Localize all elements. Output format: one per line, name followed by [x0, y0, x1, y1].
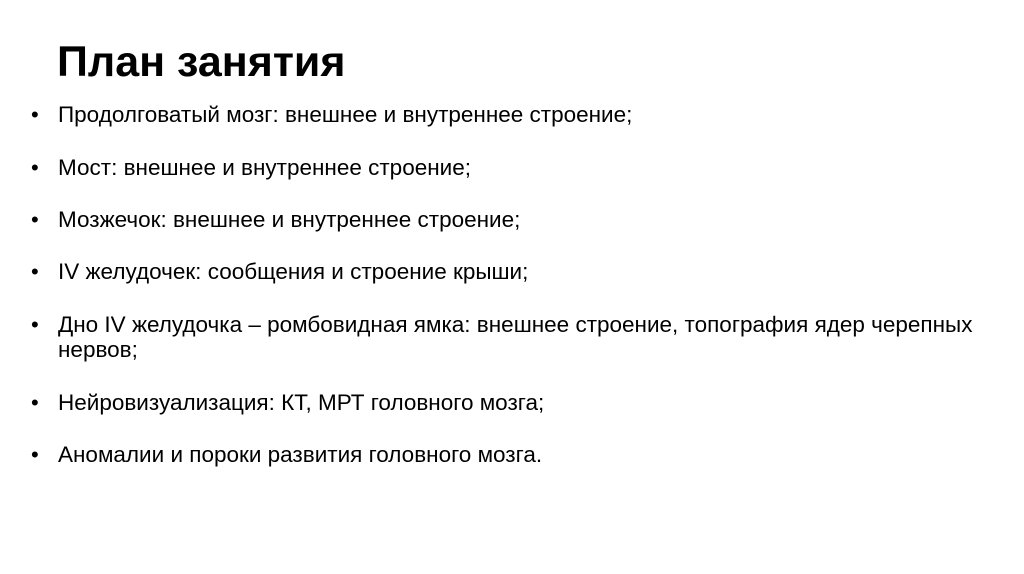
bullet-item: [31, 312, 991, 362]
bullet-item: [31, 102, 991, 127]
bullet-dot-icon: •: [31, 312, 39, 337]
bullet-dot-icon: •: [31, 442, 39, 467]
bullet-dot-icon: •: [31, 259, 39, 284]
bullet-item: [31, 155, 991, 180]
bullet-text: Мост: внешнее и внутреннее строение;: [58, 155, 471, 180]
bullet-text: Мозжечок: внешнее и внутреннее строение;: [58, 207, 521, 232]
bullet-text: Дно IV желудочка – ромбовидная ямка: внешнее строение, топография ядер черепных нервов;: [58, 312, 973, 362]
bullet-item: [31, 259, 991, 284]
bullet-dot-icon: •: [31, 102, 39, 127]
bullet-text: Аномалии и пороки развития головного мозга.: [58, 442, 543, 467]
bullet-text: IV желудочек: сообщения и строение крыши;: [58, 259, 529, 284]
bullet-text: Продолговатый мозг: внешнее и внутреннее строение;: [58, 102, 633, 127]
bullet-dot-icon: •: [31, 155, 39, 180]
slide-title: План занятия: [57, 38, 346, 86]
bullet-item: [31, 390, 991, 415]
bullet-item: [31, 442, 991, 467]
bullet-text: Нейровизуализация: КТ, МРТ головного мозга;: [58, 390, 545, 415]
bullet-dot-icon: •: [31, 390, 39, 415]
bullet-dot-icon: •: [31, 207, 39, 232]
bullet-item: [31, 207, 991, 232]
